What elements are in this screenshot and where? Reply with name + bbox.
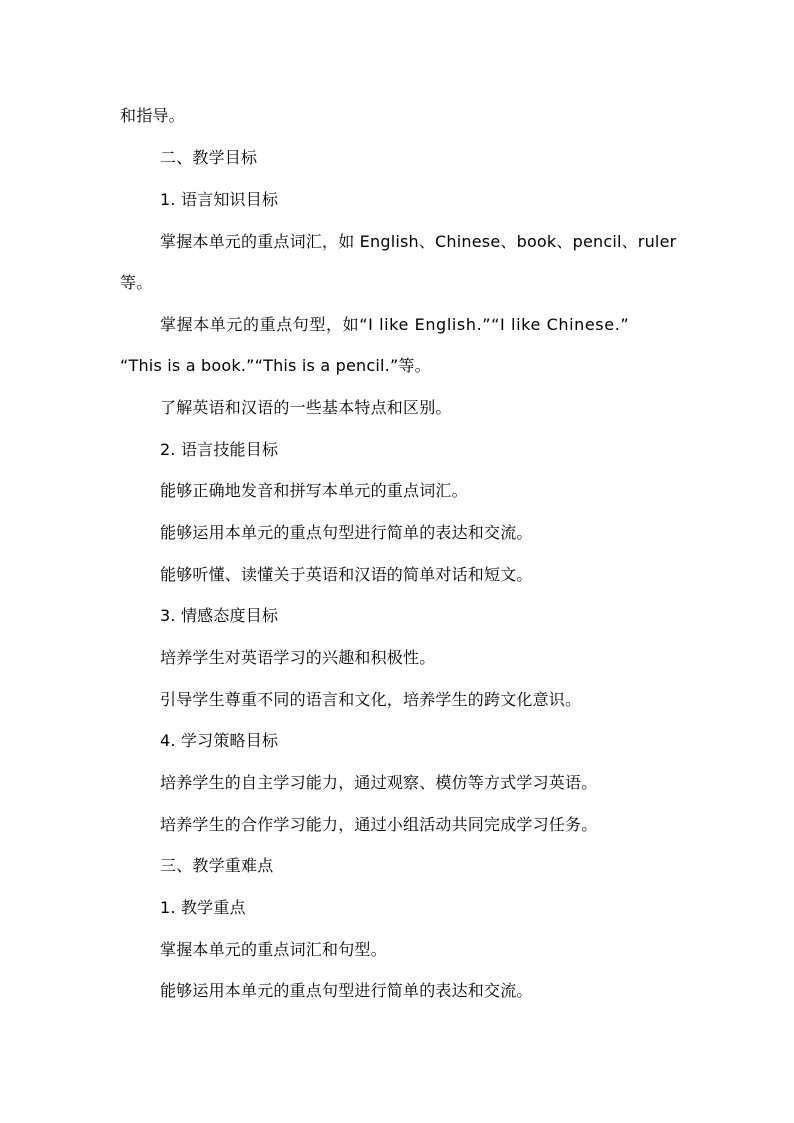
paragraph-listening-reading: 能够听懂、读懂关于英语和汉语的简单对话和短文。 [160, 565, 533, 584]
paragraph-language-differences: 了解英语和汉语的一些基本特点和区别。 [160, 398, 452, 417]
section-heading-teaching-objectives: 二、教学目标 [160, 148, 258, 167]
paragraph-vocabulary: 掌握本单元的重点词汇，如 English、Chinese、book、pencil、ruler [160, 232, 677, 251]
subheading-language-knowledge: 1. 语言知识目标 [160, 190, 279, 209]
subheading-language-skills: 2. 语言技能目标 [160, 440, 279, 459]
paragraph-cross-cultural: 引导学生尊重不同的语言和文化，培养学生的跨文化意识。 [160, 690, 582, 709]
paragraph-interest: 培养学生对英语学习的兴趣和积极性。 [160, 648, 436, 667]
subheading-learning-strategy: 4. 学习策略目标 [160, 731, 279, 750]
paragraph-use-sentence-patterns: 能够运用本单元的重点句型进行简单的表达和交流。 [160, 981, 533, 1000]
paragraph-cooperative-learning: 培养学生的合作学习能力，通过小组活动共同完成学习任务。 [160, 815, 598, 834]
paragraph-sentence-patterns: 掌握本单元的重点句型，如“I like English.”“I like Chinese.” [160, 315, 630, 334]
subheading-emotional-attitude: 3. 情感态度目标 [160, 606, 279, 625]
paragraph-pronunciation: 能够正确地发音和拼写本单元的重点词汇。 [160, 481, 468, 500]
paragraph-master-vocabulary-sentences: 掌握本单元的重点词汇和句型。 [160, 940, 387, 959]
subheading-teaching-focus: 1. 教学重点 [160, 898, 246, 917]
paragraph-autonomous-learning: 培养学生的自主学习能力，通过观察、模仿等方式学习英语。 [160, 773, 598, 792]
paragraph-expression: 能够运用本单元的重点句型进行简单的表达和交流。 [160, 523, 533, 542]
paragraph-continuation: 和指导。 [120, 106, 185, 125]
section-heading-key-difficult-points: 三、教学重难点 [160, 856, 274, 875]
paragraph-vocabulary-continuation: 等。 [120, 273, 153, 292]
paragraph-sentence-patterns-continuation: “This is a book.”“This is a pencil.”等。 [120, 356, 431, 375]
